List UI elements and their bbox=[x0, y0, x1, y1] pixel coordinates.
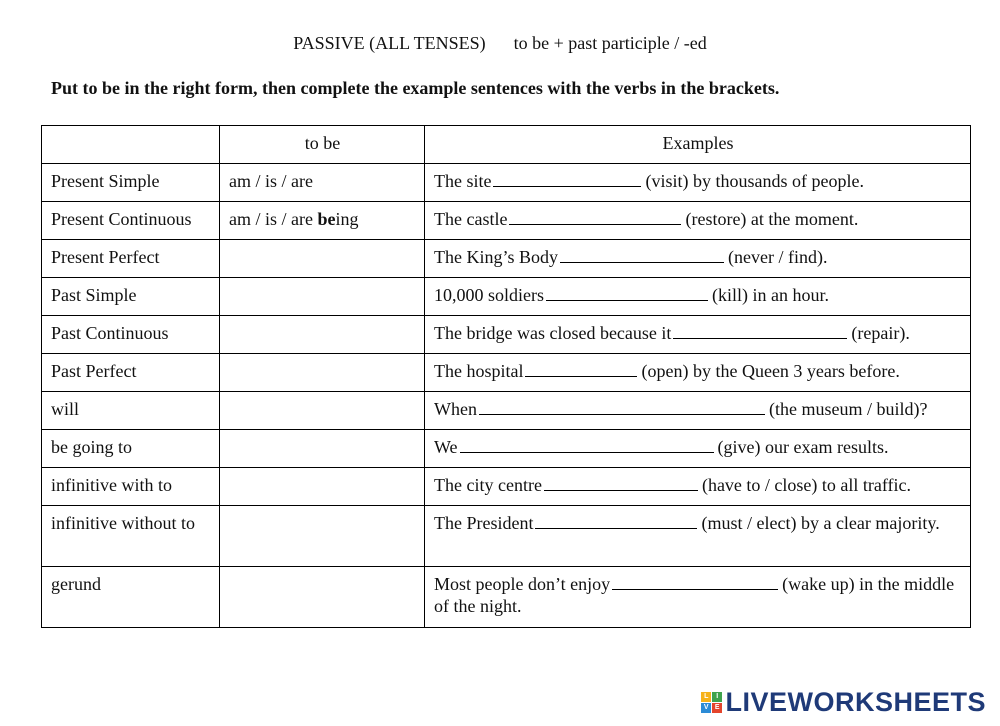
example-start: 10,000 soldiers bbox=[434, 285, 544, 305]
to-be-form bbox=[220, 506, 425, 567]
answer-blank[interactable] bbox=[525, 360, 637, 377]
example-start: The site bbox=[434, 171, 492, 191]
example-end: (repair). bbox=[851, 323, 910, 343]
answer-blank[interactable] bbox=[509, 208, 681, 225]
table-row bbox=[42, 506, 971, 567]
answer-blank[interactable] bbox=[493, 170, 641, 187]
table-row bbox=[42, 392, 971, 430]
tense-name: Present Simple bbox=[42, 164, 220, 202]
table-row bbox=[42, 430, 971, 468]
to-be-form bbox=[220, 392, 425, 430]
logo-text: LIVEWORKSHEETS bbox=[725, 686, 986, 717]
example-end: (wake up) in the middle of the night. bbox=[434, 574, 955, 616]
example-start: The hospital bbox=[434, 361, 524, 381]
table-row bbox=[42, 240, 971, 278]
answer-blank[interactable] bbox=[546, 284, 708, 301]
answer-blank[interactable] bbox=[673, 322, 847, 339]
to-be-form bbox=[220, 316, 425, 354]
page-heading bbox=[0, 33, 1000, 54]
example-sentence bbox=[425, 316, 971, 354]
to-be-form bbox=[220, 164, 425, 202]
example-end: (open) by the Queen 3 years before. bbox=[641, 361, 900, 381]
table-row bbox=[42, 278, 971, 316]
to-be-form bbox=[220, 278, 425, 316]
table-row bbox=[42, 567, 971, 628]
example-end: (the museum / build)? bbox=[768, 399, 928, 419]
example-end: (give) our exam results. bbox=[717, 437, 889, 457]
example-start: Most people don’t enjoy bbox=[434, 574, 611, 594]
answer-blank[interactable] bbox=[560, 246, 724, 263]
example-sentence bbox=[425, 468, 971, 506]
example-sentence bbox=[425, 202, 971, 240]
table-row bbox=[42, 354, 971, 392]
example-sentence bbox=[425, 506, 971, 567]
to-be-form bbox=[220, 567, 425, 628]
tense-name: infinitive without to bbox=[42, 506, 220, 567]
to-be-form bbox=[220, 354, 425, 392]
tense-name: Past Continuous bbox=[42, 316, 220, 354]
tense-name: be going to bbox=[42, 430, 220, 468]
heading-formula: to be + past participle / -ed bbox=[513, 33, 707, 53]
example-start: When bbox=[434, 399, 477, 419]
heading-title: PASSIVE (ALL TENSES) bbox=[293, 33, 486, 53]
to-be-text: am / is / are bbox=[229, 209, 318, 229]
example-start: The President bbox=[434, 513, 534, 533]
header-to-be: to be bbox=[220, 126, 425, 164]
table-row bbox=[42, 316, 971, 354]
example-start: We bbox=[434, 437, 458, 457]
header-examples: Examples bbox=[425, 126, 971, 164]
answer-blank[interactable] bbox=[544, 474, 698, 491]
tense-name: Present Perfect bbox=[42, 240, 220, 278]
example-start: The castle bbox=[434, 209, 508, 229]
example-sentence bbox=[425, 354, 971, 392]
example-sentence bbox=[425, 278, 971, 316]
tense-name: gerund bbox=[42, 567, 220, 628]
example-end: (visit) by thousands of people. bbox=[645, 171, 864, 191]
instruction-text: Put to be in the right form, then complete the example sentences with the verbs in the brackets. bbox=[51, 78, 780, 98]
example-end: (restore) at the moment. bbox=[685, 209, 859, 229]
table-row bbox=[42, 468, 971, 506]
table-row bbox=[42, 202, 971, 240]
tense-name: Present Continuous bbox=[42, 202, 220, 240]
answer-blank[interactable] bbox=[612, 573, 778, 590]
passive-tenses-table bbox=[41, 125, 971, 628]
tense-name: infinitive with to bbox=[42, 468, 220, 506]
header-tense bbox=[42, 126, 220, 164]
to-be-text: be bbox=[317, 209, 336, 229]
answer-blank[interactable] bbox=[535, 512, 697, 529]
to-be-form bbox=[220, 468, 425, 506]
to-be-form bbox=[220, 430, 425, 468]
answer-blank[interactable] bbox=[479, 398, 765, 415]
example-sentence bbox=[425, 392, 971, 430]
example-start: The bridge was closed because it bbox=[434, 323, 672, 343]
answer-blank[interactable] bbox=[460, 436, 714, 453]
example-start: The city centre bbox=[434, 475, 542, 495]
example-end: (never / find). bbox=[728, 247, 828, 267]
example-sentence bbox=[425, 567, 971, 628]
tense-name: Past Simple bbox=[42, 278, 220, 316]
liveworksheets-logo bbox=[701, 688, 986, 716]
example-end: (have to / close) to all traffic. bbox=[701, 475, 912, 495]
example-sentence bbox=[425, 240, 971, 278]
tense-name: Past Perfect bbox=[42, 354, 220, 392]
liveworksheets-logo-icon: L I V E bbox=[701, 692, 722, 713]
to-be-text: am / is / are bbox=[229, 171, 313, 191]
example-sentence bbox=[425, 164, 971, 202]
example-end: (kill) in an hour. bbox=[712, 285, 829, 305]
example-start: The King’s Body bbox=[434, 247, 558, 267]
example-sentence bbox=[425, 430, 971, 468]
to-be-form bbox=[220, 240, 425, 278]
to-be-text: ing bbox=[335, 209, 359, 229]
tense-name: will bbox=[42, 392, 220, 430]
table-header-row bbox=[42, 126, 971, 164]
table-row bbox=[42, 164, 971, 202]
to-be-form bbox=[220, 202, 425, 240]
example-end: (must / elect) by a clear majority. bbox=[701, 513, 940, 533]
